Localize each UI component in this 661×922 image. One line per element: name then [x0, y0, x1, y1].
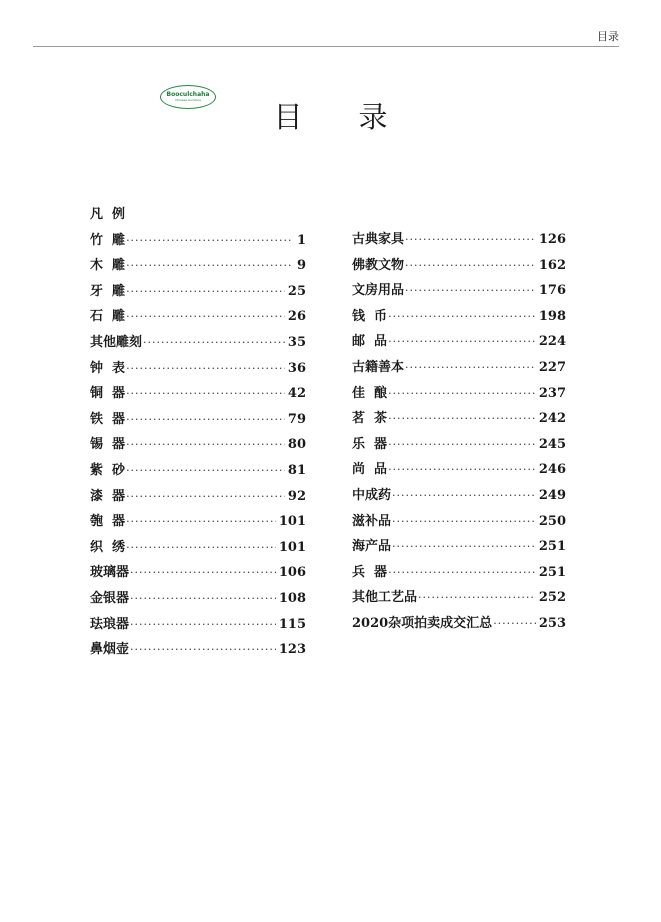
dot-leader: [143, 336, 285, 349]
toc-entry-label: 古典家具: [352, 232, 405, 247]
toc-entry-page-number: 251: [538, 539, 566, 555]
toc-entry-page-number: 9: [296, 258, 306, 274]
toc-entry-label: 海产品: [352, 539, 392, 555]
toc-entry[interactable]: [352, 586, 566, 612]
toc-entry-label: 钱 币: [352, 308, 388, 324]
dot-leader: [126, 438, 285, 451]
toc-entry[interactable]: [90, 485, 306, 511]
toc-entry[interactable]: [90, 382, 306, 408]
toc-entry-page-number: 106: [278, 565, 306, 581]
dot-leader: [388, 335, 536, 348]
dot-leader: [405, 284, 536, 297]
toc-entry[interactable]: [352, 330, 566, 356]
toc-entry[interactable]: [90, 331, 306, 357]
dot-leader: [126, 464, 285, 477]
dot-leader: [126, 387, 285, 400]
toc-entry[interactable]: [352, 561, 566, 587]
toc-entry-label: 尚 品: [352, 462, 388, 478]
toc-entry-page-number: 26: [287, 309, 306, 325]
toc-entry-page-number: 162: [538, 257, 566, 273]
toc-entry-label: 铁 器: [90, 411, 126, 427]
toc-entry-page-number: 250: [538, 513, 566, 529]
toc-entry-label: 2020杂项拍卖成交汇总: [352, 615, 493, 631]
toc-entry[interactable]: [90, 613, 306, 639]
dot-leader: [126, 310, 285, 323]
toc-entry[interactable]: [90, 203, 306, 229]
toc-entry-page-number: 115: [278, 616, 306, 632]
toc-entry-page-number: 252: [538, 590, 566, 606]
toc-entry-page-number: 36: [287, 360, 306, 376]
dot-leader: [130, 643, 276, 656]
toc-entry[interactable]: [90, 510, 306, 536]
toc-entry-page-number: 246: [538, 462, 566, 478]
toc-entry-label: 玻璃器: [90, 565, 130, 581]
toc-entry-label: 竹 雕: [90, 232, 126, 248]
dot-leader: [392, 515, 536, 528]
dot-leader: [405, 233, 536, 246]
dot-leader: [126, 285, 285, 298]
dot-leader: [130, 618, 276, 631]
logo-brand: Booculchaha: [166, 91, 210, 98]
toc-entry-label: 锡 器: [90, 437, 126, 453]
toc-entry-label: 滋补品: [352, 513, 392, 529]
toc-entry-page-number: 108: [278, 590, 306, 606]
logo-subtitle: Chinese Auctions: [175, 98, 201, 102]
toc-left-column: [90, 203, 306, 664]
toc-entry-page-number: 101: [278, 514, 306, 530]
dot-leader: [126, 515, 276, 528]
toc-entry-page-number: 245: [538, 436, 566, 452]
dot-leader: [126, 234, 293, 247]
toc-entry[interactable]: [352, 510, 566, 536]
toc-entry[interactable]: [90, 536, 306, 562]
toc-entry-label: 文房用品: [352, 283, 405, 299]
dot-leader: [388, 566, 536, 579]
toc-entry[interactable]: [90, 408, 306, 434]
toc-entry[interactable]: [90, 561, 306, 587]
toc-entry-label: 珐琅器: [90, 616, 130, 632]
toc-entry-label: 铜 器: [90, 386, 126, 402]
toc-entry-label: 凡 例: [90, 207, 126, 222]
toc-entry[interactable]: [352, 356, 566, 382]
toc-entry-page-number: 251: [538, 564, 566, 580]
toc-entry[interactable]: [352, 382, 566, 408]
toc-entry[interactable]: [352, 433, 566, 459]
dot-leader: [388, 463, 536, 476]
toc-entry-label: 漆 器: [90, 488, 126, 504]
toc-entry-label: 兵 器: [352, 564, 388, 580]
toc-entry[interactable]: [352, 305, 566, 331]
toc-entry-page-number: 101: [278, 539, 306, 555]
running-head: 目录: [597, 30, 619, 43]
toc-right-column: [352, 228, 566, 638]
toc-entry[interactable]: [352, 484, 566, 510]
toc-entry-label: 石 雕: [90, 309, 126, 325]
toc-entry[interactable]: [352, 407, 566, 433]
toc-entry-page-number: 227: [538, 359, 566, 375]
toc-entry-page-number: 237: [538, 385, 566, 401]
header-rule: [33, 46, 619, 47]
dot-leader: [126, 541, 276, 554]
toc-entry[interactable]: [352, 279, 566, 305]
toc-entry-page-number: 79: [287, 411, 306, 427]
toc-entry-label: 茗 茶: [352, 411, 388, 427]
toc-entry[interactable]: [90, 229, 306, 255]
toc-entry-page-number: 42: [287, 386, 306, 402]
toc-entry[interactable]: [90, 305, 306, 331]
toc-entry-page-number: 1: [296, 232, 306, 248]
toc-entry-label: 钟 表: [90, 360, 126, 376]
toc-entry-page-number: 80: [287, 437, 306, 453]
toc-entry[interactable]: [352, 612, 566, 638]
toc-entry[interactable]: [352, 535, 566, 561]
dot-leader: [405, 361, 536, 374]
toc-entry-page-number: 198: [538, 308, 566, 324]
toc-entry[interactable]: [352, 254, 566, 280]
toc-entry-label: 邮 品: [352, 334, 388, 350]
toc-entry-label: 鼻烟壶: [90, 642, 130, 658]
toc-entry[interactable]: [90, 638, 306, 664]
toc-entry[interactable]: [352, 458, 566, 484]
toc-entry[interactable]: [90, 433, 306, 459]
toc-entry-page-number: 253: [538, 615, 566, 631]
toc-entry-page-number: 92: [287, 488, 306, 504]
toc-entry-page-number: 123: [278, 642, 306, 658]
toc-entry-label: 匏 器: [90, 514, 126, 530]
toc-entry[interactable]: [90, 357, 306, 383]
toc-entry-page-number: 81: [287, 462, 306, 478]
toc-entry-label: 木 雕: [90, 258, 126, 274]
toc-entry-label: 金银器: [90, 590, 130, 606]
page-title: 目录: [273, 100, 444, 134]
toc-entry-page-number: 242: [538, 411, 566, 427]
dot-leader: [493, 617, 536, 630]
toc-entry-page-number: 126: [538, 232, 566, 247]
toc-entry-label: 古籍善本: [352, 359, 405, 375]
dot-leader: [392, 540, 536, 553]
dot-leader: [126, 490, 285, 503]
dot-leader: [418, 591, 536, 604]
dot-leader: [126, 259, 293, 272]
dot-leader: [388, 438, 536, 451]
toc-entry-page-number: 25: [287, 283, 306, 299]
dot-leader: [130, 566, 276, 579]
toc-entry[interactable]: [352, 228, 566, 254]
toc-entry-page-number: 224: [538, 334, 566, 350]
toc-entry-label: 乐 器: [352, 436, 388, 452]
toc-entry-label: 紫 砂: [90, 462, 126, 478]
dot-leader: [130, 592, 276, 605]
toc-entry[interactable]: [90, 587, 306, 613]
toc-entry-label: 佳 酿: [352, 385, 388, 401]
toc-entry-label: 织 绣: [90, 539, 126, 555]
toc-entry[interactable]: [90, 280, 306, 306]
dot-leader: [126, 362, 285, 375]
dot-leader: [405, 259, 536, 272]
toc-entry-label: 其他雕刻: [90, 334, 143, 350]
dot-leader: [388, 412, 536, 425]
toc-entry-label: 牙 雕: [90, 283, 126, 299]
toc-entry-page-number: 176: [538, 283, 566, 299]
toc-entry-page-number: 249: [538, 487, 566, 503]
toc-entry[interactable]: [90, 254, 306, 280]
dot-leader: [392, 489, 536, 502]
toc-entry-label: 其他工艺品: [352, 590, 418, 606]
toc-entry-label: 佛教文物: [352, 257, 405, 273]
toc-entry-page-number: 35: [287, 334, 306, 350]
toc-entry-label: 中成药: [352, 487, 392, 503]
dot-leader: [388, 387, 536, 400]
dot-leader: [126, 413, 285, 426]
toc-entry[interactable]: [90, 459, 306, 485]
dot-leader: [388, 310, 536, 323]
